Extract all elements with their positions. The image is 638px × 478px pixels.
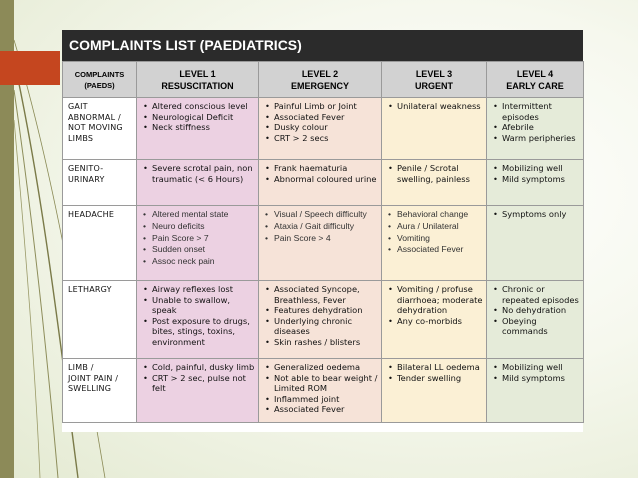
complaint-line: NOT MOVING bbox=[68, 123, 123, 132]
list-item: • Abnormal coloured urine bbox=[274, 174, 379, 185]
complaint-line: ABNORMAL / bbox=[68, 112, 121, 122]
list-item: • Vomiting / profuse diarrhoea; moderate dehydration bbox=[397, 284, 484, 316]
level-3-cell bbox=[382, 359, 487, 423]
header-level-2 bbox=[259, 62, 382, 98]
level-2-cell bbox=[259, 281, 382, 359]
list-item: • Obeying commands bbox=[502, 316, 581, 337]
complaint-line: JOINT PAIN / bbox=[68, 373, 119, 383]
list-item: • Ataxia / Gait difficulty bbox=[274, 221, 379, 233]
list-item: • Unable to swallow, speak bbox=[152, 295, 256, 316]
complaint-line: URINARY bbox=[68, 174, 105, 184]
list-item: • Associated Fever bbox=[274, 112, 379, 123]
table-row bbox=[63, 160, 584, 206]
complaint-line: GAIT bbox=[68, 102, 88, 111]
header-level-1 bbox=[137, 62, 259, 98]
list-item: • Afebrile bbox=[502, 122, 581, 133]
level-4-cell bbox=[487, 359, 584, 423]
level-3-cell bbox=[382, 281, 487, 359]
list-item: • Altered conscious level bbox=[152, 101, 256, 112]
list-item: • Symptoms only bbox=[502, 209, 581, 220]
list-item: • Warm peripheries bbox=[502, 133, 581, 144]
table-row bbox=[63, 98, 584, 160]
list-item: • Features dehydration bbox=[274, 305, 379, 316]
level-2-cell bbox=[259, 359, 382, 423]
complaint-line: LIMB / bbox=[68, 363, 94, 372]
list-item: • Mild symptoms bbox=[502, 373, 581, 384]
complaint-line: LETHARGY bbox=[68, 285, 112, 294]
complaints-table-container bbox=[62, 30, 583, 432]
list-item: • Neurological Deficit bbox=[152, 112, 256, 123]
list-item: • Dusky colour bbox=[274, 122, 379, 133]
list-item: • Any co-morbids bbox=[397, 316, 484, 327]
complaint-line: LIMBS bbox=[68, 133, 94, 143]
header-row bbox=[63, 62, 584, 98]
list-item: • Severe scrotal pain, non traumatic (< 6 Hours) bbox=[152, 163, 256, 184]
list-item: • Chronic or repeated episodes bbox=[502, 284, 581, 305]
level-2-cell bbox=[259, 160, 382, 206]
complaints-table bbox=[62, 61, 584, 423]
list-item: • Associated Fever bbox=[397, 244, 484, 256]
list-item: • Frank haematuria bbox=[274, 163, 379, 174]
header-complaints bbox=[63, 62, 137, 98]
list-item: • Pain Score > 7 bbox=[152, 233, 256, 245]
list-item: • Penile / Scrotal swelling, painless bbox=[397, 163, 484, 184]
list-item: • CRT > 2 secs bbox=[274, 133, 379, 144]
list-item: • Post exposure to drugs, bites, stings, toxins, environment bbox=[152, 316, 256, 348]
level-3-cell bbox=[382, 206, 487, 281]
table-row bbox=[63, 281, 584, 359]
list-item: • Aura / Unilateral bbox=[397, 221, 484, 233]
level-1-cell bbox=[137, 206, 259, 281]
list-item: • Sudden onset bbox=[152, 244, 256, 256]
header-complaints-line2: (PAEDS) bbox=[84, 80, 115, 90]
complaint-line: GENITO- bbox=[68, 164, 104, 173]
level-1-cell bbox=[137, 281, 259, 359]
table-row bbox=[63, 206, 584, 281]
list-item: • Altered mental state bbox=[152, 209, 256, 221]
complaint-cell bbox=[63, 359, 137, 423]
level-1-cell bbox=[137, 160, 259, 206]
level-3-cell bbox=[382, 160, 487, 206]
list-item: • Mild symptoms bbox=[502, 174, 581, 185]
table-row bbox=[63, 359, 584, 423]
list-item: • Behavioral change bbox=[397, 209, 484, 221]
complaint-cell bbox=[63, 160, 137, 206]
list-item: • Visual / Speech difficulty bbox=[274, 209, 379, 221]
list-item: • Cold, painful, dusky limb bbox=[152, 362, 256, 373]
list-item: • Associated Syncope, Breathless, Fever bbox=[274, 284, 379, 305]
level-3-cell bbox=[382, 98, 487, 160]
complaint-cell bbox=[63, 206, 137, 281]
list-item: • Unilateral weakness bbox=[397, 101, 484, 112]
complaint-line: HEADACHE bbox=[68, 210, 115, 219]
header-level-2-line1: LEVEL 2 bbox=[301, 68, 339, 79]
header-level-1-line2: RESUSCITATION bbox=[161, 80, 234, 91]
list-item: • Associated Fever bbox=[274, 404, 379, 415]
list-item: • Not able to bear weight / Limited ROM bbox=[274, 373, 379, 394]
level-2-cell bbox=[259, 98, 382, 160]
header-level-4 bbox=[487, 62, 584, 98]
list-item: • Bilateral LL oedema bbox=[397, 362, 484, 373]
list-item: • No dehydration bbox=[502, 305, 581, 316]
level-4-cell bbox=[487, 281, 584, 359]
level-2-cell bbox=[259, 206, 382, 281]
list-item: • Generalized oedema bbox=[274, 362, 379, 373]
level-4-cell bbox=[487, 160, 584, 206]
list-item: • Skin rashes / blisters bbox=[274, 337, 379, 348]
accent-bar bbox=[0, 51, 60, 85]
header-complaints-line1: COMPLAINTS bbox=[74, 69, 125, 79]
header-level-4-line1: LEVEL 4 bbox=[516, 68, 554, 79]
list-item: • Mobilizing well bbox=[502, 163, 581, 174]
header-level-4-line2: EARLY CARE bbox=[506, 80, 564, 91]
complaint-cell bbox=[63, 98, 137, 160]
complaint-line: SWELLING bbox=[68, 384, 112, 393]
level-1-cell bbox=[137, 98, 259, 160]
header-level-3-line2: URGENT bbox=[415, 80, 453, 91]
list-item: • Painful Limb or Joint bbox=[274, 101, 379, 112]
list-item: • Assoc neck pain bbox=[152, 256, 256, 268]
list-item: • Tender swelling bbox=[397, 373, 484, 384]
header-level-2-line2: EMERGENCY bbox=[290, 80, 349, 91]
header-level-3 bbox=[382, 62, 487, 98]
list-item: • CRT > 2 sec, pulse not felt bbox=[152, 373, 256, 394]
complaint-cell bbox=[63, 281, 137, 359]
list-item: • Pain Score > 4 bbox=[274, 233, 379, 245]
level-4-cell bbox=[487, 206, 584, 281]
list-item: • Vomiting bbox=[397, 233, 484, 245]
list-item: • Inflammed joint bbox=[274, 394, 379, 405]
level-4-cell bbox=[487, 98, 584, 160]
header-level-3-line1: LEVEL 3 bbox=[415, 68, 453, 79]
list-item: • Mobilizing well bbox=[502, 362, 581, 373]
list-item: • Underlying chronic diseases bbox=[274, 316, 379, 337]
list-item: • Neck stiffness bbox=[152, 122, 256, 133]
list-item: • Airway reflexes lost bbox=[152, 284, 256, 295]
table-title: COMPLAINTS LIST (PAEDIATRICS) bbox=[62, 30, 583, 61]
header-level-1-line1: LEVEL 1 bbox=[179, 68, 216, 79]
list-item: • Intermittent episodes bbox=[502, 101, 581, 122]
level-1-cell bbox=[137, 359, 259, 423]
list-item: • Neuro deficits bbox=[152, 221, 256, 233]
